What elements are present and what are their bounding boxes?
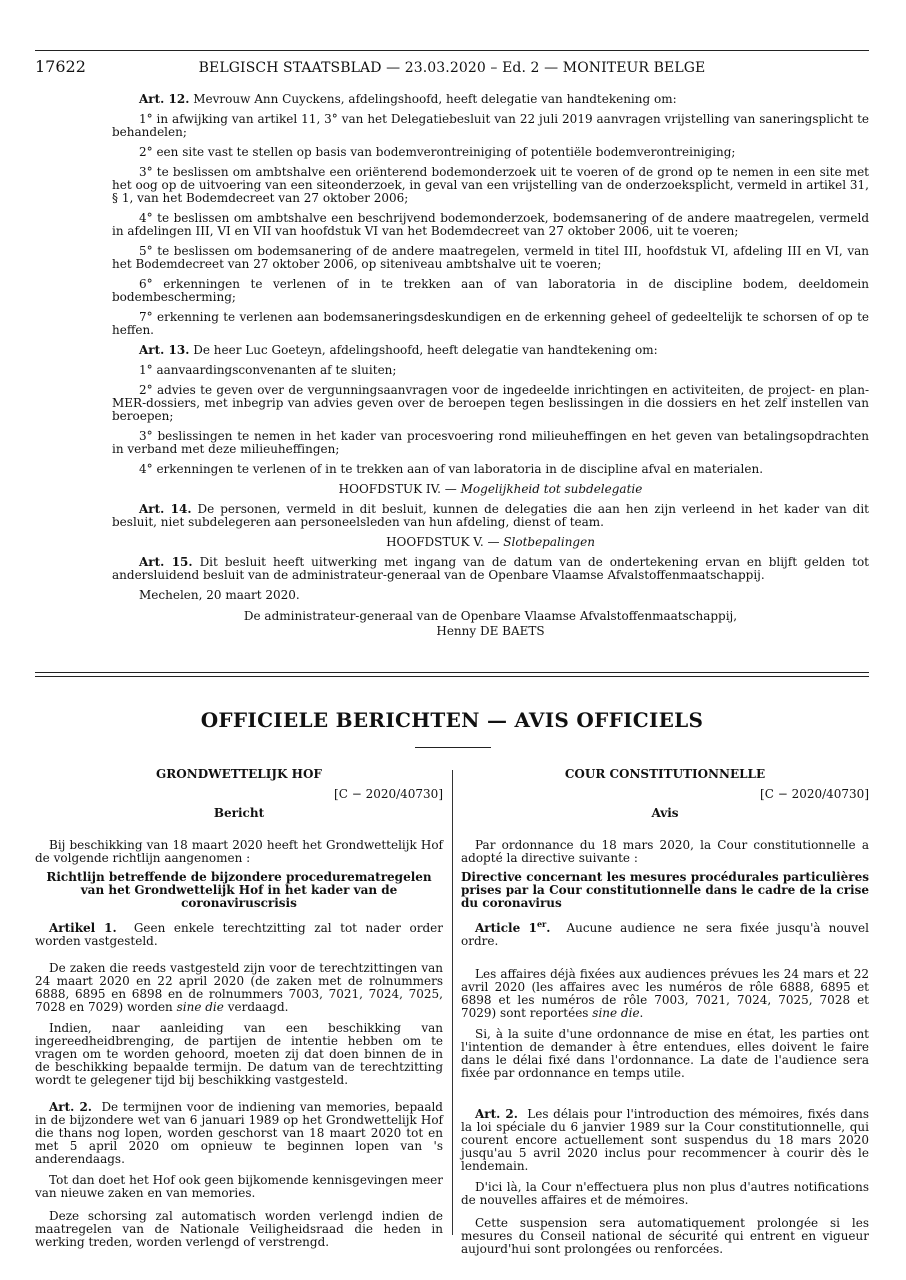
article-15: [112, 556, 869, 582]
reference-number: [C − 2020/40730]: [334, 787, 443, 801]
paragraph: De zaken die reeds vastgesteld zijn voor de terechtzittingen van 24 maart 2020 en 22 april 2020 (de zaken met de rolnummers 6888, 6895 en 6898 en de rolnummers 7003, 7021, 7024, 7025, 7028 en 7029) worden sine die verdaagd.: [35, 961, 443, 1014]
list-item: 4° erkenningen te verlenen of in te trekken aan of van laboratoria in de discipline afval en materialen.: [139, 462, 764, 476]
chapter-prefix: HOOFDSTUK V. —: [386, 535, 500, 549]
article-2: [35, 1101, 443, 1166]
paragraph: Cette suspension sera automatiquement prolongée si les mesures du Conseil national de sécurité qui entrent en vigueur aujourd'hui sont prolongées ou renforcées.: [461, 1216, 869, 1256]
paragraph: Les affaires déjà fixées aux audiences prévues les 24 mars et 22 avril 2020 (les affaires avec les numéros de rôle 6888, 6895 et 6898 et les numéros de rôle 7003, 7021, 7024, 7025, 7028 et 7029) sont reportées sine die.: [461, 967, 869, 1020]
running-header: [35, 50, 869, 81]
article-2: [461, 1108, 869, 1173]
list-item: 5° te beslissen om bodemsanering of de andere maatregelen, vermeld in titel III, hoofdstuk VI, afdeling III en VI, van het Bodemdecreet van 27 oktober 2006, op siteniveau ambtshalve uit te voeren;: [112, 244, 869, 271]
reference-number: [C − 2020/40730]: [760, 787, 869, 801]
directive-title: Directive concernant les mesures procédurales particulières prises par la Cour constitutionnelle dans le cadre de la crise du coronavirus: [461, 870, 869, 910]
article-text: De termijnen voor de indiening van memories, bepaald in de bijzondere wet van 6 januari 1989 op het Grondwettelijk Hof die thans nog lopen, worden geschorst van 18 maart 2020 tot en met 5 april 2020 om opnieuw te beginnen lopen van 's anderendaags.: [35, 1100, 443, 1166]
chapter-heading: [112, 536, 869, 549]
section-divider: [35, 676, 869, 677]
article-14: [112, 503, 869, 529]
latin-term: sine die: [176, 1000, 224, 1014]
article-text: Dit besluit heeft uitwerking met ingang van de datum van de ondertekening ervan en blijft gelden tot andersluidend besluit van de administrateur-generaal van de Openbare Vlaamse Afvalstoffenmaatschappij.: [112, 555, 869, 582]
notice-french: [461, 768, 869, 1256]
section-title: OFFICIELE BERICHTEN — AVIS OFFICIELS: [200, 708, 704, 732]
list-item: 2° advies te geven over de vergunningsaanvragen voor de ingedeelde inrichtingen en activiteiten, de project- en plan-MER-dossiers, met inbegrip van advies geven over de beroepen tegen beslissingen in die dossiers en het zelf instellen van beroepen;: [112, 383, 869, 423]
article-1: [35, 922, 443, 948]
article-label: Art. 14.: [139, 502, 192, 516]
court-heading: GRONDWETTELIJK HOF: [156, 767, 322, 781]
article-label: Artikel 1.: [49, 921, 117, 935]
list-item: 6° erkenningen te verlenen of in te trekken aan of van laboratoria in de discipline bodem, deeldomein bodembescherming;: [112, 277, 869, 304]
notice-type: Avis: [651, 806, 679, 820]
directive-title: Richtlijn betreffende de bijzondere procedurematregelen van het Grondwettelijk Hof in het kader van de coronaviruscrisis: [46, 870, 432, 910]
article-text: Les délais pour l'introduction des mémoires, fixés dans la loi spéciale du 6 janvier 1989 sur la Cour constitutionnelle, qui courent encore actuellement sont suspendus du 18 mars 2020 jusqu'au 5 avril 2020 inclus pour recommencer à courir dès le lendemain.: [461, 1107, 869, 1173]
article-label: Art. 2.: [475, 1107, 518, 1121]
paragraph: Tot dan doet het Hof ook geen bijkomende kennisgevingen meer van nieuwe zaken en van memories.: [35, 1173, 443, 1200]
list-item: 7° erkenning te verlenen aan bodemsaneringsdeskundigen en de erkenning geheel of gedeeltelijk te schorsen of op te heffen.: [112, 310, 869, 337]
signature-name: Henny DE BAETS: [436, 624, 545, 638]
article-label: Art. 15.: [139, 555, 193, 569]
chapter-heading: [112, 483, 869, 496]
article-text: Aucune audience ne sera fixée jusqu'à nouvel ordre.: [461, 921, 869, 948]
list-item: 3° beslissingen te nemen in het kader van procesvoering rond milieuheffingen en het geven van betalingsopdrachten in verband met deze milieuheffingen;: [112, 429, 869, 456]
list-item: 2° een site vast te stellen op basis van bodemverontreiniging of potentiële bodemverontreiniging;: [139, 145, 736, 159]
paragraph: D'ici là, la Cour n'effectuera plus non plus d'autres notifications de nouvelles affaires et de mémoires.: [461, 1180, 869, 1207]
section-divider: [35, 672, 869, 673]
article-text: Mevrouw Ann Cuyckens, afdelingshoofd, heeft delegatie van handtekening om:: [193, 92, 677, 106]
article-13: [112, 344, 869, 357]
article-label: Art. 12.: [139, 92, 190, 106]
chapter-title: Mogelijkheid tot subdelegatie: [460, 482, 643, 496]
paragraph: Si, à la suite d'une ordonnance de mise en état, les parties ont l'intention de demander à être entendues, elles doivent le faire dans le délai fixé dans l'ordonnance. La date de l'audience sera fixée par ordonnance en temps utile.: [461, 1027, 869, 1080]
list-item: 4° te beslissen om ambtshalve een beschrijvend bodemonderzoek, bodemsanering of de andere maatregelen, vermeld in afdelingen III, VI en VII van hoofdstuk VI van het Bodemdecreet van 27 oktober 2006, uit te voeren;: [112, 211, 869, 238]
chapter-title: Slotbepalingen: [503, 535, 595, 549]
intro-paragraph: Par ordonnance du 18 mars 2020, la Cour constitutionnelle a adopté la directive suivante :: [461, 838, 869, 865]
article-label: Art. 2.: [49, 1100, 92, 1114]
notice-type: Bericht: [213, 806, 265, 820]
paragraph: Deze schorsing zal automatisch worden verlengd indien de maatregelen van de Nationale Veiligheidsraad die heden in werking treden, worden verlengd of verstrengd.: [35, 1209, 443, 1249]
publication-title: BELGISCH STAATSBLAD — 23.03.2020 – Ed. 2 — MONITEUR BELGE: [198, 60, 706, 76]
list-item: 1° in afwijking van artikel 11, 3° van het Delegatiebesluit van 22 juli 2019 aanvragen vrijstelling van saneringsplicht te behandelen;: [112, 112, 869, 139]
intro-paragraph: Bij beschikking van 18 maart 2020 heeft het Grondwettelijk Hof de volgende richtlijn aangenomen :: [35, 838, 443, 865]
gazette-page: [35, 0, 869, 1280]
article-text: De heer Luc Goeteyn, afdelingshoofd, heeft delegatie van handtekening om:: [193, 343, 658, 357]
article-label: Article 1er.: [475, 919, 551, 935]
list-item: 1° aanvaardingsconvenanten af te sluiten;: [139, 363, 397, 377]
title-underline: [415, 747, 491, 748]
place-date: Mechelen, 20 maart 2020.: [139, 588, 300, 602]
decree-continuation: [112, 93, 869, 639]
page-number: 17622: [35, 57, 86, 76]
article-12: [112, 93, 869, 106]
paragraph: Indien, naar aanleiding van een beschikking van ingereedheidbrenging, de partijen de intentie hebben om te vragen om te worden gehoord, moeten zij dat doen binnen de in de beschikking bepaalde termijn. De datum van de terechtzitting wordt te gelegener tijd bij beschikking vastgesteld.: [35, 1021, 443, 1087]
superscript: er: [536, 919, 547, 929]
notice-dutch: [35, 768, 443, 1249]
list-item: 3° te beslissen om ambtshalve een oriënterend bodemonderzoek uit te voeren of de grond op te nemen in een site met het oog op de uitvoering van een siteonderzoek, in geval van een vrijstelling van de onderzoeksplicht, vermeld in artikel 31, § 1, van het Bodemdecreet van 27 oktober 2006;: [112, 165, 869, 205]
article-1: [461, 919, 869, 948]
column-divider: [452, 770, 453, 1235]
signature-role: De administrateur-generaal van de Openbare Vlaamse Afvalstoffenmaatschappij,: [243, 609, 738, 623]
article-text: Geen enkele terechtzitting zal tot nader order worden vastgesteld.: [35, 921, 443, 948]
chapter-prefix: HOOFDSTUK IV. —: [338, 482, 457, 496]
latin-term: sine die: [592, 1006, 640, 1020]
court-heading: COUR CONSTITUTIONNELLE: [564, 767, 766, 781]
article-text: De personen, vermeld in dit besluit, kunnen de delegaties die aan hen zijn verleend in het kader van dit besluit, niet subdelegeren aan personeelsleden van hun afdeling, dienst of team.: [112, 502, 869, 529]
article-label: Art. 13.: [139, 343, 190, 357]
